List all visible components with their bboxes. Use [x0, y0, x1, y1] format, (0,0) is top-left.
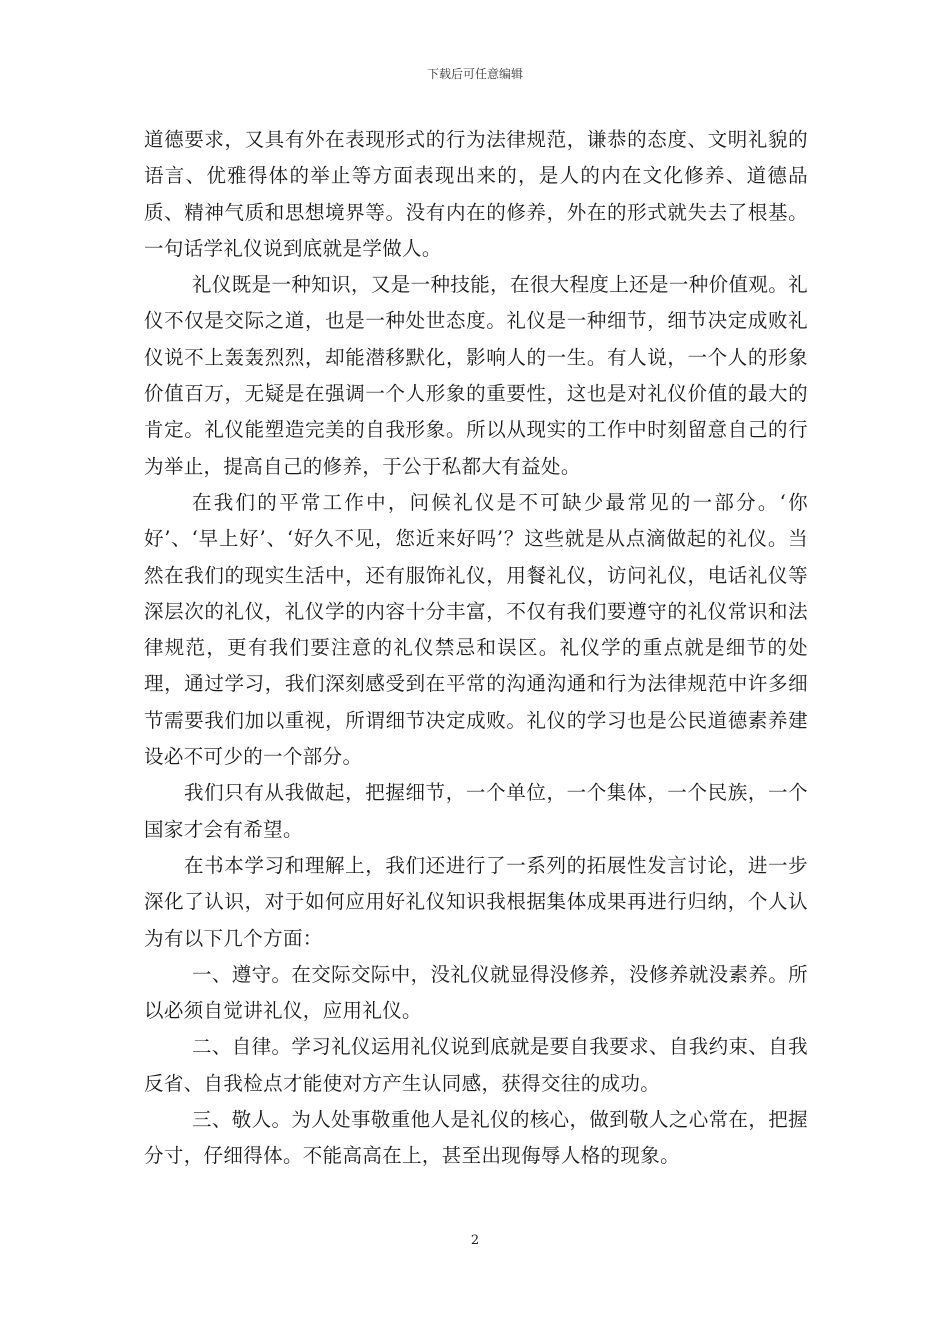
list-item-comply: 一、遵守。在交际交际中，没礼仪就显得没修养，没修养就没素养。所以必须自觉讲礼仪，应用礼仪。: [144, 962, 808, 1023]
paragraph-greeting-etiquette: 在我们的平常工作中，问候礼仪是不可缺少最常见的一部分。‘你好’、‘早上好’、‘好久不见，您近来好吗’？这些就是从点滴做起的礼仪。当然在我们的现实生活中，还有服饰礼仪，用餐礼仪，访问礼仪，电话礼仪等深层次的礼仪，礼仪学的内容十分丰富，不仅有我们要遵守的礼仪常识和法律规范，更有我们要注意的礼仪禁忌和误区。礼仪学的重点就是细节的处理，通过学习，我们深刻感受到在平常的沟通沟通和行为法律规范中许多细节需要我们加以重视，所谓细节决定成败。礼仪的学习也是公民道德素养建设必不可少的一个部分。: [144, 490, 808, 769]
page-number: 2: [470, 1233, 480, 1248]
paragraph-continued: 道德要求，又具有外在表现形式的行为法律规范，谦恭的态度、文明礼貌的语言、优雅得体的举止等方面表现出来的，是人的内在文化修养、道德品质、精神气质和思想境界等。没有内在的修养，外在的形式就失去了根基。一句话学礼仪说到底就是学做人。: [144, 128, 808, 260]
paragraph-discussion-summary: 在书本学习和理解上，我们还进行了一系列的拓展性发言讨论，进一步深化了认识，对于如何应用好礼仪知识我根据集体成果再进行归纳，个人认为有以下几个方面：: [144, 853, 808, 950]
document-body: [144, 122, 808, 1175]
paragraph-start-from-self: 我们只有从我做起，把握细节，一个单位，一个集体，一个民族，一个国家才会有希望。: [144, 781, 808, 841]
list-item-respect: 三、敬人。为人处事敬重他人是礼仪的核心，做到敬人之心常在，把握分寸，仔细得体。不能高高在上，甚至出现侮辱人格的现象。: [144, 1108, 808, 1168]
paragraph-etiquette-value: 礼仪既是一种知识，又是一种技能，在很大程度上还是一种价值观。礼仪不仅是交际之道，也是一种处世态度。礼仪是一种细节，细节决定成败礼仪说不上轰轰烈烈，却能潜移默化，影响人的一生。有人说，一个人的形象价值百万，无疑是在强调一个人形象的重要性，这也是对礼仪价值的最大的肯定。礼仪能塑造完美的自我形象。所以从现实的工作中时刻留意自己的行为举止，提高自己的修养，于公于私都大有益处。: [144, 273, 808, 478]
page-header: 下载后可任意编辑: [426, 67, 523, 81]
list-item-self-discipline: 二、自律。学习礼仪运用礼仪说到底就是要自我要求、自我约束、自我反省、自我检点才能使对方产生认同感，获得交往的成功。: [144, 1035, 808, 1095]
